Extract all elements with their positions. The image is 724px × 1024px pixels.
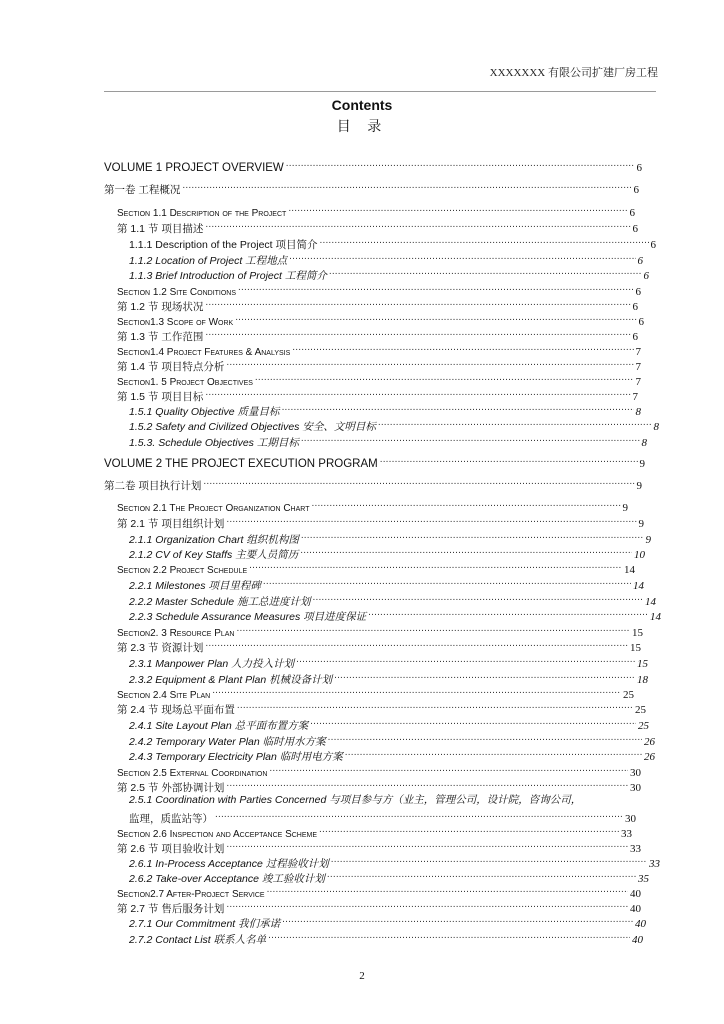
toc-entry[interactable] xyxy=(104,475,642,492)
toc-entry[interactable] xyxy=(104,453,645,470)
toc-leader xyxy=(249,559,622,573)
toc-entry-title: 1.5.1 Quality Objective 质量目标 xyxy=(129,406,280,418)
toc-entry-title: VOLUME 1 PROJECT OVERVIEW xyxy=(104,162,284,174)
toc-leader xyxy=(328,731,642,745)
toc-entry-title: Section 1.1 Description of the Project xyxy=(117,208,287,219)
toc-entry-page: 14 xyxy=(645,596,656,608)
toc-leader xyxy=(282,913,633,927)
toc-entry-page: 30 xyxy=(630,782,641,794)
toc-entry[interactable] xyxy=(129,432,647,449)
toc-entry[interactable] xyxy=(117,281,641,298)
toc-entry-page: 26 xyxy=(644,751,655,763)
toc-entry-page: 7 xyxy=(635,346,641,358)
toc-entry-title: Section1. 5 Project Objectives xyxy=(117,377,253,388)
toc-entry-title: 2.3.1 Manpower Plan 人力投入计划 xyxy=(129,658,295,670)
toc-leader xyxy=(282,401,634,415)
toc-entry-title: 2.2.1 Milestones 项目里程碑 xyxy=(129,580,261,592)
toc-entry-title: 2.6.1 In-Process Acceptance 过程验收计划 xyxy=(129,858,329,870)
toc-entry[interactable] xyxy=(117,898,641,915)
toc-entry-title: 第 2.4 节 现场总平面布置 xyxy=(117,704,235,716)
toc-entry-page: 9 xyxy=(622,502,628,514)
toc-leader xyxy=(296,653,635,667)
toc-entry-title: 第 1.3 节 工作范围 xyxy=(117,331,204,343)
toc-leader xyxy=(320,234,649,248)
toc-entry-page: 6 xyxy=(632,223,638,235)
toc-leader xyxy=(255,371,634,385)
toc-entry-page: 6 xyxy=(629,207,635,219)
toc-leader xyxy=(312,591,643,605)
toc-entry-title: Section 2.5 External Coordination xyxy=(117,768,268,779)
toc-entry-page: 10 xyxy=(634,549,645,561)
toc-entry-title: 第 2.3 节 资源计划 xyxy=(117,642,204,654)
toc-leader xyxy=(268,929,630,943)
toc-entry[interactable] xyxy=(129,544,645,561)
toc-entry-page: 8 xyxy=(653,421,659,433)
toc-entry[interactable] xyxy=(117,559,635,576)
toc-entry-page: 18 xyxy=(637,674,648,686)
toc-leader xyxy=(263,575,631,589)
toc-entry[interactable] xyxy=(117,684,634,701)
toc-entry-page: 15 xyxy=(637,658,648,670)
toc-entry-title: 2.4.3 Temporary Electricity Plan 临时用电方案 xyxy=(129,751,343,763)
toc-entry-page: 33 xyxy=(621,828,632,840)
toc-entry-page: 6 xyxy=(633,184,639,196)
toc-entry[interactable] xyxy=(117,497,628,514)
toc-entry-title: Section 2.2 Project Schedule xyxy=(117,565,248,576)
toc-entry[interactable] xyxy=(129,929,643,946)
toc-entry-title: 1.1.1 Description of the Project 项目简介 xyxy=(129,239,318,251)
toc-entry-page: 6 xyxy=(635,286,641,298)
toc-leader xyxy=(267,883,628,897)
toc-entry-page: 6 xyxy=(637,255,643,267)
toc-entry-page: 6 xyxy=(636,162,642,174)
toc-entry[interactable] xyxy=(129,591,656,608)
toc-leader xyxy=(226,777,628,791)
toc-leader xyxy=(286,157,635,171)
toc-entry-page: 9 xyxy=(636,480,642,492)
toc-entry-title: Section 2.4 Site Plan xyxy=(117,690,211,701)
toc-leader xyxy=(226,513,636,527)
toc-entry-title: Section1.4 Project Features & Analysis xyxy=(117,347,291,358)
toc-entry[interactable] xyxy=(117,622,643,639)
toc-entry-title: 第 2.6 节 项目验收计划 xyxy=(117,843,225,855)
toc-leader xyxy=(212,684,621,698)
toc-entry-title: Section 1.2 Site Conditions xyxy=(117,287,237,298)
toc-entry-title: 第 1.2 节 现场状况 xyxy=(117,301,204,313)
toc-entry-title: 第 1.4 节 项目特点分析 xyxy=(117,361,225,373)
toc-entry-title: 第二卷 项目执行计划 xyxy=(104,480,202,492)
toc-leader xyxy=(205,637,628,651)
toc-leader xyxy=(301,529,644,543)
toc-entry[interactable] xyxy=(117,637,641,654)
toc-entry[interactable] xyxy=(117,883,641,900)
toc-entry-page: 8 xyxy=(641,437,647,449)
toc-entry-title: 2.7.2 Contact List 联系人名单 xyxy=(129,934,267,946)
toc-leader xyxy=(378,416,652,430)
toc-leader xyxy=(329,265,642,279)
toc-entry-page: 26 xyxy=(644,736,655,748)
toc-leader xyxy=(292,341,633,355)
toc-entry-title: 2.1.2 CV of Key Staffs 主要人员简历 xyxy=(129,549,299,561)
toc-leader xyxy=(205,296,630,310)
toc-leader xyxy=(226,356,633,370)
toc-entry-page: 6 xyxy=(643,270,649,282)
toc-entry[interactable] xyxy=(104,179,639,196)
toc-leader xyxy=(310,715,636,729)
toc-entry-title: 2.4.1 Site Layout Plan 总平面布置方案 xyxy=(129,720,309,732)
toc-leader xyxy=(289,250,635,264)
toc-entry[interactable] xyxy=(117,341,641,358)
toc-entry-page: 40 xyxy=(635,918,646,930)
toc-entry-title: 1.5.2 Safety and Civilized Objectives 安全、文明目标 xyxy=(129,421,376,433)
toc-leader xyxy=(237,699,633,713)
toc-leader xyxy=(236,622,630,636)
toc-entry-page: 6 xyxy=(632,301,638,313)
toc-entry[interactable] xyxy=(129,715,649,732)
toc-leader xyxy=(205,218,630,232)
toc-entry-title: Section 2.6 Inspection and Acceptance Scheme xyxy=(117,829,318,840)
toc-entry-page: 40 xyxy=(630,903,641,915)
toc-entry-page: 25 xyxy=(635,704,646,716)
toc-entry-page: 7 xyxy=(635,376,641,388)
toc-leader xyxy=(380,453,638,467)
toc-entry[interactable] xyxy=(104,157,642,174)
toc-entry-page: 9 xyxy=(645,534,651,546)
toc-entry[interactable] xyxy=(117,777,641,794)
toc-entry-title: 1.1.3 Brief Introduction of Project 工程简介 xyxy=(129,270,327,282)
toc-entry[interactable] xyxy=(129,868,649,885)
toc-entry-title: Section1.3 Scope of Work xyxy=(117,317,234,328)
toc-entry-page: 40 xyxy=(630,888,641,900)
toc-entry-title: 1.1.2 Location of Project 工程地点 xyxy=(129,255,288,267)
toc-leader xyxy=(215,808,623,822)
toc-entry[interactable] xyxy=(117,513,644,530)
toc-entry-title: 第 2.5 节 外部协调计划 xyxy=(117,782,225,794)
toc-entry[interactable] xyxy=(129,265,649,282)
toc-entry-title[interactable]: 2.5.1 Coordination with Parties Concerned 与项目参与方（业主，管理公司，设计院，咨询公司， xyxy=(129,794,582,806)
toc-entry-title: 第 2.1 节 项目组织计划 xyxy=(117,518,225,530)
toc-entry-page: 25 xyxy=(623,689,634,701)
toc-leader xyxy=(235,311,636,325)
toc-entry-page: 6 xyxy=(650,239,656,251)
toc-leader xyxy=(182,179,631,193)
toc-leader xyxy=(205,386,630,400)
toc-entry-title: 第 1.5 节 项目目标 xyxy=(117,391,204,403)
toc-entry-page: 14 xyxy=(633,580,644,592)
toc-entry[interactable] xyxy=(117,202,635,219)
toc-entry-title: VOLUME 2 THE PROJECT EXECUTION PROGRAM xyxy=(104,458,378,470)
toc-entry-title: Section2. 3 Resource Plan xyxy=(117,628,235,639)
toc-entry[interactable] xyxy=(129,808,636,825)
toc-entry-page: 30 xyxy=(625,813,636,825)
page-header: XXXXXXX 有限公司扩建厂房工程 xyxy=(489,67,658,79)
toc-entry-title: 2.4.2 Temporary Water Plan 临时用水方案 xyxy=(129,736,326,748)
toc-entry[interactable] xyxy=(117,838,641,855)
toc-entry[interactable] xyxy=(129,746,655,763)
toc-leader xyxy=(311,497,620,511)
toc-entry[interactable] xyxy=(129,653,648,670)
toc-entry[interactable] xyxy=(117,762,641,779)
toc-leader xyxy=(238,281,633,295)
toc-entry-title: 2.2.3 Schedule Assurance Measures 项目进度保证 xyxy=(129,611,367,623)
toc-entry[interactable] xyxy=(129,575,644,592)
toc-entry-title: Section2.7 After-Project Service xyxy=(117,889,265,900)
toc-entry[interactable] xyxy=(117,356,641,373)
toc-leader xyxy=(301,432,640,446)
toc-entry-page: 15 xyxy=(632,627,643,639)
toc-entry-title: Section 2.1 The Project Organization Chart xyxy=(117,503,310,514)
toc-leader xyxy=(345,746,642,760)
toc-entry[interactable] xyxy=(117,296,638,313)
toc-leader xyxy=(288,202,627,216)
toc-entry[interactable] xyxy=(117,386,638,403)
toc-leader xyxy=(269,762,628,776)
toc-entry[interactable] xyxy=(117,699,646,716)
toc-entry[interactable] xyxy=(129,606,661,623)
toc-entry[interactable] xyxy=(129,731,655,748)
toc-entry-page: 33 xyxy=(630,843,641,855)
toc-entry[interactable] xyxy=(129,529,651,546)
contents-title: Contents xyxy=(331,97,393,113)
toc-leader xyxy=(327,868,636,882)
toc-leader xyxy=(331,853,647,867)
toc-entry-title: 2.1.1 Organization Chart 组织机构图 xyxy=(129,534,299,546)
toc-leader xyxy=(226,838,628,852)
toc-entry-title: 1.5.3. Schedule Objectives 工期目标 xyxy=(129,437,299,449)
toc-entry-page: 7 xyxy=(632,391,638,403)
toc-entry-page: 30 xyxy=(630,767,641,779)
toc-leader xyxy=(203,475,634,489)
toc-entry-page: 40 xyxy=(632,934,643,946)
page-number: 2 xyxy=(359,970,365,982)
toc-entry[interactable] xyxy=(129,234,656,251)
toc-entry-title: 2.7.1 Our Commitment 我们承诺 xyxy=(129,918,281,930)
toc-entry-page: 35 xyxy=(638,873,649,885)
toc-leader xyxy=(319,823,619,837)
toc-entry-title: 2.6.2 Take-over Acceptance 竣工验收计划 xyxy=(129,873,325,885)
toc-leader xyxy=(226,898,628,912)
toc-entry-title: 2.2.2 Master Schedule 施工总进度计划 xyxy=(129,596,311,608)
toc-entry[interactable] xyxy=(129,669,648,686)
toc-entry-page: 8 xyxy=(635,406,641,418)
toc-entry[interactable] xyxy=(129,416,659,433)
toc-entry-title: 第 2.7 节 售后服务计划 xyxy=(117,903,225,915)
toc-leader xyxy=(334,669,635,683)
toc-entry[interactable] xyxy=(117,218,638,235)
toc-entry-page: 6 xyxy=(632,331,638,343)
toc-entry-page: 9 xyxy=(638,518,644,530)
toc-entry-title: 监理，质监站等） xyxy=(129,813,213,825)
toc-entry-title: 第一卷 工程概况 xyxy=(104,184,181,196)
toc-entry-page: 33 xyxy=(649,858,660,870)
toc-entry-title: 第 1.1 节 项目描述 xyxy=(117,223,204,235)
toc-entry-page: 14 xyxy=(624,564,635,576)
toc-entry[interactable] xyxy=(117,823,632,840)
toc-entry-page: 7 xyxy=(635,361,641,373)
toc-entry-page: 25 xyxy=(638,720,649,732)
toc-entry-page: 6 xyxy=(638,316,644,328)
toc-entry[interactable] xyxy=(117,311,644,328)
toc-leader xyxy=(205,326,630,340)
toc-entry[interactable] xyxy=(129,401,641,418)
toc-entry-page: 15 xyxy=(630,642,641,654)
toc-entry[interactable] xyxy=(117,371,641,388)
toc-entry-page: 14 xyxy=(650,611,661,623)
toc-entry[interactable] xyxy=(129,250,643,267)
contents-title-chinese: 目 录 xyxy=(336,119,388,135)
toc-entry[interactable] xyxy=(129,913,646,930)
toc-entry-title: 2.3.2 Equipment & Plant Plan 机械设备计划 xyxy=(129,674,333,686)
toc-leader xyxy=(300,544,632,558)
toc-entry[interactable] xyxy=(129,853,660,870)
toc-entry-page: 9 xyxy=(639,458,645,470)
toc-entry[interactable] xyxy=(117,326,638,343)
toc-leader xyxy=(368,606,648,620)
